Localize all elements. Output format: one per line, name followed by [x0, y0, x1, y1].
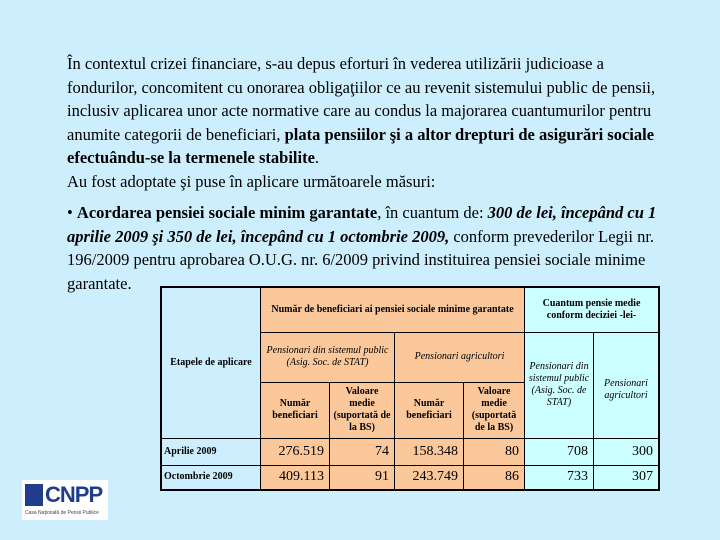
measures-heading: Au fost adoptate şi puse în aplicare următoarele măsuri: — [67, 172, 436, 191]
table-row — [161, 465, 659, 490]
measure-amounts: 300 de lei, începând cu 1 aprilie 2009 şi 350 de lei, începând cu 1 octombrie 2009, — [67, 203, 657, 246]
header-beneficiaries: Număr de beneficiari ai pensiei sociale minime garantate — [261, 287, 525, 332]
row-label: Octombrie 2009 — [161, 465, 261, 490]
cell: 74 — [330, 438, 395, 465]
intro-paragraph — [67, 52, 667, 170]
cell: 307 — [594, 465, 660, 490]
cell: 86 — [464, 465, 525, 490]
cell: 158.348 — [395, 438, 464, 465]
header-agric: Pensionari agricultori — [395, 332, 525, 382]
measure-item — [67, 201, 667, 295]
cell: 708 — [525, 438, 594, 465]
people-icon — [25, 484, 43, 506]
header-amount: Cuantum pensie medie conform deciziei -lei- — [525, 287, 660, 332]
header-amount-public: Pensionari din sistemul public (Asig. Soc. de STAT) — [525, 332, 594, 438]
cnpp-logo — [22, 480, 108, 520]
pension-table — [160, 286, 660, 491]
header-val-1: Valoare medie (suportată de la BS) — [330, 382, 395, 438]
cell: 409.113 — [261, 465, 330, 490]
header-amount-agric: Pensionari agricultori — [594, 332, 660, 438]
header-public: Pensionari din sistemul public (Asig. Soc. de STAT) — [261, 332, 395, 382]
measure-text: , în cuantum de: — [377, 203, 488, 222]
logo-subtitle: Casa Naţională de Pensii Publice — [25, 510, 99, 516]
bullet: • — [67, 203, 77, 222]
measure-legal: conform prevederilor Legii nr. 196/2009 pentru aprobarea O.U.G. nr. 6/2009 privind instituirea pensiei sociale minime garantate. — [67, 226, 655, 293]
intro-end: . — [314, 148, 320, 167]
cell: 733 — [525, 465, 594, 490]
row-label: Aprilie 2009 — [161, 438, 261, 465]
cell: 243.749 — [395, 465, 464, 490]
logo-name: CNPP — [45, 482, 103, 507]
measure-title: Acordarea pensiei sociale minim garantate — [76, 203, 378, 222]
table-row — [161, 438, 659, 465]
cell: 300 — [594, 438, 660, 465]
cell: 276.519 — [261, 438, 330, 465]
intro-text: În contextul crizei financiare, s-au depus eforturi în vederea utilizării judicioase a fondurilor, concomitent cu onorarea obligaţiilor ce au revenit sistemului public de pensii, inclusiv aplicarea unor acte normative care au condus la majorarea cuantumurilor pentru anumite categorii de beneficiari, — [67, 54, 656, 144]
header-etape: Etapele de aplicare — [161, 287, 261, 438]
header-val-2: Valoare medie (suportată de la BS) — [464, 382, 525, 438]
cell: 91 — [330, 465, 395, 490]
cell: 80 — [464, 438, 525, 465]
intro-bold-text: plata pensiilor şi a altor drepturi de asigurări sociale efectuându-se la termenele stabilite — [67, 124, 655, 167]
header-num-2: Număr beneficiari — [395, 382, 464, 438]
header-num-1: Număr beneficiari — [261, 382, 330, 438]
